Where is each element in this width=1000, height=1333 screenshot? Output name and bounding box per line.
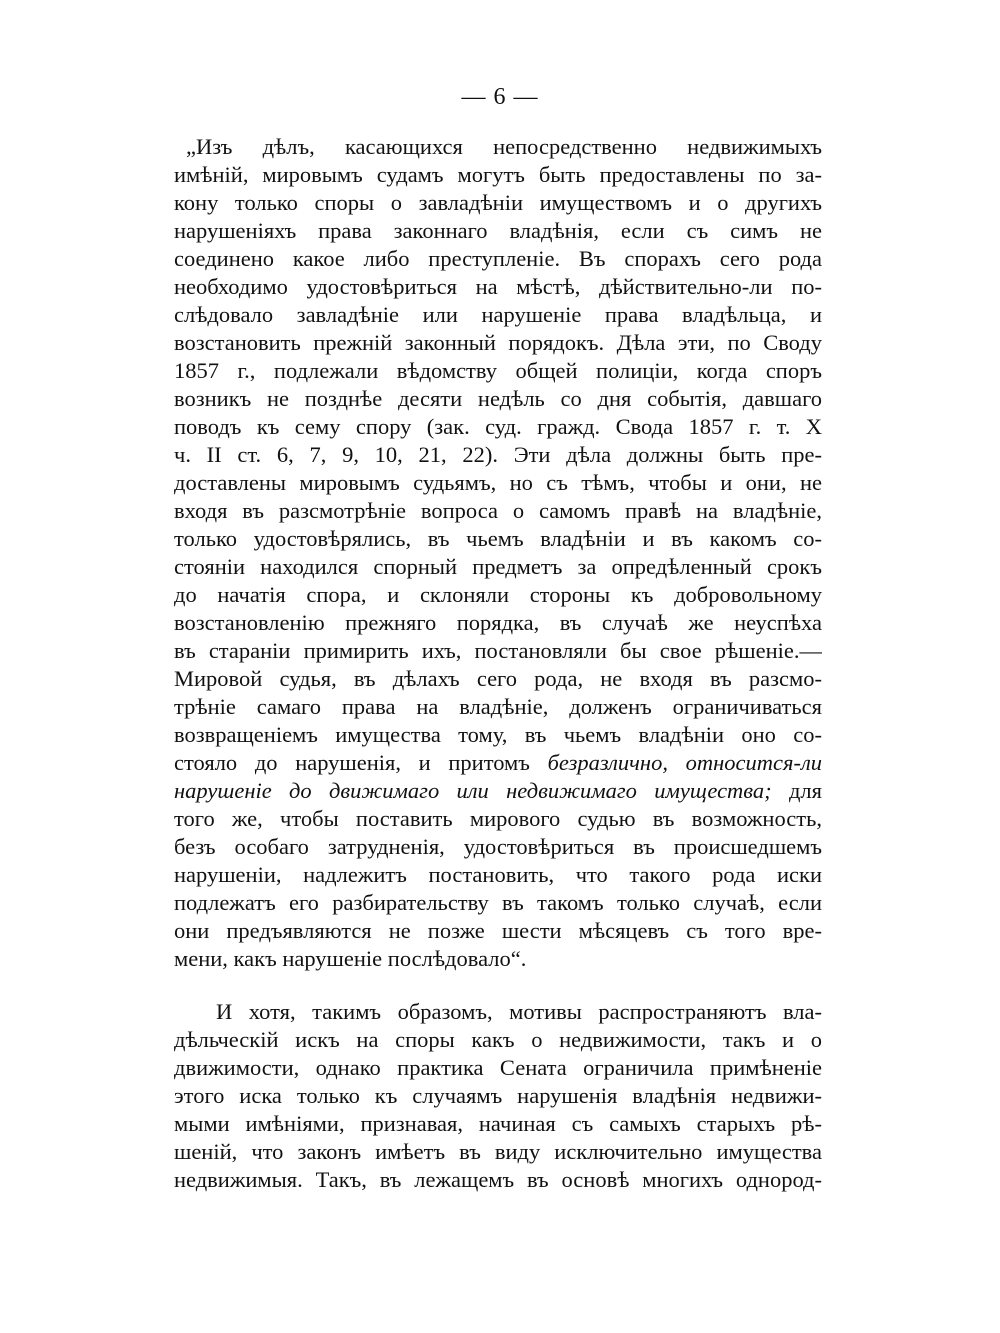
text-segment: для: [788, 778, 822, 803]
text-line: дѣльческій искъ на споры какъ о недвижимости, такъ и о: [174, 1027, 822, 1052]
text-line: того же, чтобы поставить мирового судью въ возможность,: [174, 806, 822, 831]
text-line: „Изъ дѣлъ, касающихся непосредственно недвижимыхъ: [186, 134, 822, 159]
text-line: нарушеніяхъ права законнаго владѣнія, если съ симъ не: [174, 218, 822, 243]
text-line: И хотя, такимъ образомъ, мотивы распространяютъ вла-: [216, 999, 822, 1024]
text-line: Мировой судья, въ дѣлахъ сего рода, не входя въ разсмо-: [174, 666, 822, 691]
text-line: до начатія спора, и склоняли стороны къ добровольному: [174, 582, 822, 607]
text-line: мени, какъ нарушеніе послѣдовало“.: [174, 946, 527, 971]
text-line: поводъ къ сему спору (зак. суд. гражд. Свода 1857 г. т. X: [174, 414, 822, 439]
text-line: только удостовѣрялись, въ чьемъ владѣніи и въ какомъ со-: [174, 526, 822, 551]
text-line: необходимо удостовѣриться на мѣстѣ, дѣйствительно-ли по-: [174, 274, 822, 299]
text-line: они предъявляются не позже шести мѣсяцевъ съ того вре-: [174, 918, 822, 943]
text-line: возстановить прежній законный порядокъ. Дѣла эти, по Своду: [174, 330, 822, 355]
text-line: возстановленію прежняго порядка, въ случаѣ же неуспѣха: [174, 610, 822, 635]
text-line: возвращеніемъ имущества тому, въ чьемъ владѣніи оно со-: [174, 722, 822, 747]
text-line: мыми имѣніями, признавая, начиная съ самыхъ старыхъ рѣ-: [174, 1111, 822, 1136]
text-line: имѣній, мировымъ судамъ могутъ быть предоставлены по за-: [174, 162, 822, 187]
text-line-mixed: [174, 777, 822, 805]
text-line: стояніи находился спорный предметъ за опредѣленный срокъ: [174, 554, 822, 579]
text-line: движимости, однако практика Сената ограничила примѣненіе: [174, 1055, 822, 1080]
italic-segment: нарушеніе до движимаго или недвижимаго имущества;: [174, 778, 772, 803]
text-line: слѣдовало завладѣніе или нарушеніе права владѣльца, и: [174, 302, 822, 327]
text-line: въ стараніи примирить ихъ, постановляли бы свое рѣшеніе.—: [174, 638, 822, 663]
text-line: подлежатъ его разбирательству въ такомъ только случаѣ, если: [174, 890, 822, 915]
text-line: возникъ не позднѣе десяти недѣль со дня событія, давшаго: [174, 386, 822, 411]
text-line: ч. II ст. 6, 7, 9, 10, 21, 22). Эти дѣла должны быть пре-: [174, 442, 822, 467]
text-line: трѣніе самаго права на владѣніе, долженъ ограничиваться: [174, 694, 822, 719]
text-line: доставлены мировымъ судьямъ, но съ тѣмъ, чтобы и они, не: [174, 470, 822, 495]
text-line: недвижимыя. Такъ, въ лежащемъ въ основѣ многихъ однород-: [174, 1167, 822, 1192]
text-line-mixed: [174, 749, 822, 777]
page-number: — 6 —: [461, 84, 539, 110]
text-line: безъ особаго затрудненія, удостовѣриться въ происшедшемъ: [174, 834, 822, 859]
italic-segment: безразлично, относится-ли: [547, 750, 822, 775]
text-line: этого иска только къ случаямъ нарушенія владѣнія недвижи-: [174, 1083, 822, 1108]
paragraph-quote: [174, 133, 822, 973]
text-line: шеній, что законъ имѣетъ въ виду исключительно имущества: [174, 1139, 822, 1164]
paragraph-senate-practice: [174, 998, 822, 1194]
text-line: кону только споры о завладѣніи имуществомъ и о другихъ: [174, 190, 822, 215]
text-line: 1857 г., подлежали вѣдомству общей полиціи, когда споръ: [174, 358, 822, 383]
text-line: соединено какое либо преступленіе. Въ спорахъ сего рода: [174, 246, 822, 271]
text-segment: стояло до нарушенія, и притомъ: [174, 750, 530, 775]
text-line: нарушеніи, надлежитъ постановить, что такого рода иски: [174, 862, 822, 887]
text-line: входя въ разсмотрѣніе вопроса о самомъ правѣ на владѣніе,: [174, 498, 822, 523]
